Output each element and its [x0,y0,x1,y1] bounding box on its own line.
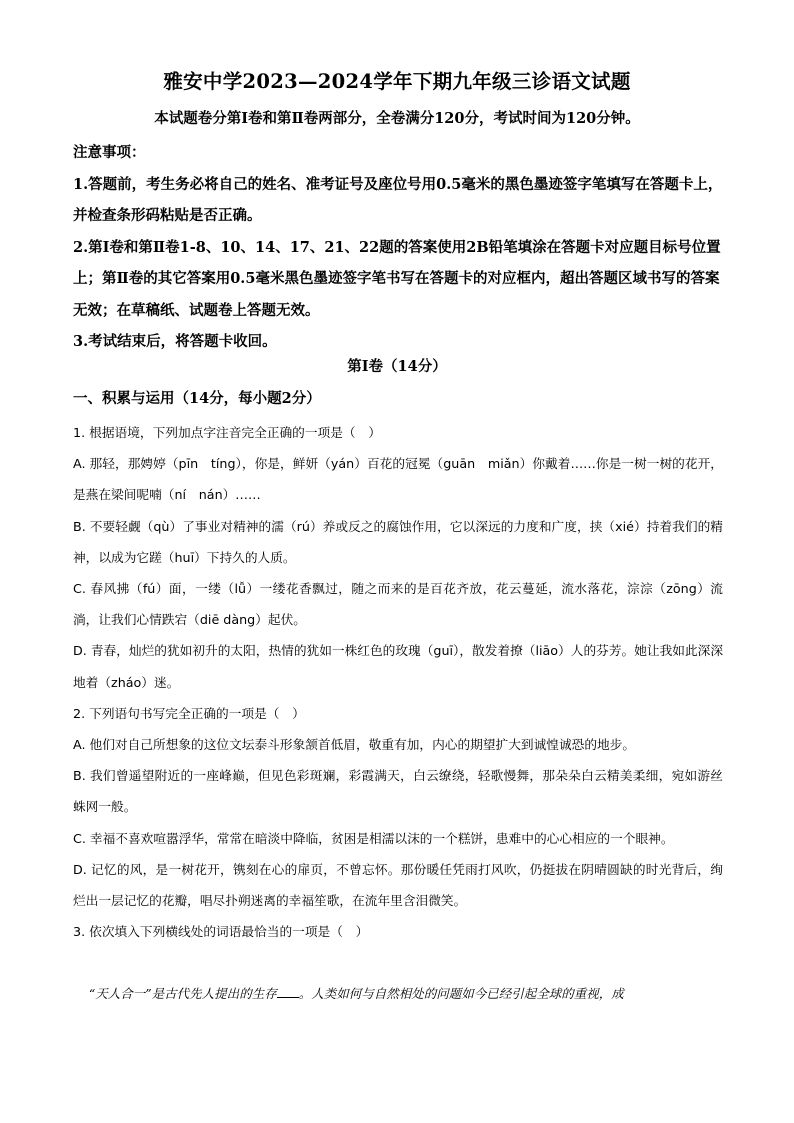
q1-stem: 1. 根据语境，下列加点字注音完全正确的一项是（ ） [73,425,381,440]
notes-block [73,137,725,358]
volume-heading: 第Ⅰ卷（14分） [347,358,447,375]
note-item-3: 3.考试结束后，将答题卡收回。 [73,333,277,350]
q2-option-c: C. 幸福不喜欢喧嚣浮华，常常在暗淡中降临，贫困是相濡以沫的一个糕饼，患难中的心心相应的一个眼神。 [73,830,674,846]
exam-title: 雅安中学2023—2024学年下期九年级三诊语文试题 [163,70,631,93]
q1-option-d: D. 青春，灿烂的犹如初升的太阳，热情的犹如一株红色的玫瑰（guī），散发着撩（liāo）人的芬芳。她让我如此深深地着（zháo）迷。 [73,643,724,690]
questions-block [73,417,723,947]
q2-option-b: B. 我们曾遥望附近的一座峰巅，但见色彩斑斓，彩霞满天，白云缭绕，轻歌慢舞，那朵朵白云精美柔细，宛如游丝蛛网一般。 [73,768,723,815]
q2-stem: 2. 下列语句书写完全正确的一项是（ ） [73,705,305,721]
q3-passage-end: 。人类如何与自然相处的问题如今已经引起全球的重视，成 [298,986,624,1001]
q3-passage-start: “天人合一”是古代先人提出的生存 [88,986,277,1001]
notes-heading: 注意事项： [73,144,146,161]
fill-blank[interactable] [277,986,299,998]
note-item-2: 2.第Ⅰ卷和第Ⅱ卷1-8、10、14、17、21、22题的答案使用2B铅笔填涂在答题卡对应题目标号位置上；第Ⅱ卷的其它答案用0.5毫米黑色墨迹签字笔书写在答题卡的对应框内，超出答题区域书写的答案无效；在草稿纸、试题卷上答题无效。 [73,238,721,319]
q1-option-c: C. 春风拂（fú）面，一缕（lǚ）一缕花香飘过，随之而来的是百花齐放，花云蔓延，流水落花，淙淙（zōng）流淌，让我们心情跌宕（diē dàng）起伏。 [73,581,723,628]
q3-passage [73,982,733,1006]
q1-option-a: A. 那轻，那娉婷（pīn tíng），你是，鲜妍（yán）百花的冠冕（guān miǎn）你戴着……你是一树一树的花开，是燕在梁间呢喃（ní nán）…… [73,456,723,503]
section-heading: 一、积累与运用（14分，每小题2分） [73,390,321,407]
q3-stem: 3. 依次填入下列横线处的词语最恰当的一项是（ ） [73,924,369,940]
q2-option-d: D. 记忆的风，是一树花开，镌刻在心的扉页，不曾忘怀。那份暖任凭雨打风吹，仍挺拔在阴晴圆缺的时光背后，绚烂出一层记忆的花瓣，唱尽扑朔迷离的幸福笙歌，在流年里含泪微笑。 [73,861,723,909]
note-item-1: 1.答题前，考生务必将自己的姓名、准考证号及座位号用0.5毫米的黑色墨迹签字笔填写在答题卡上，并检查条形码粘贴是否正确。 [73,175,723,224]
q1-option-b: B. 不要轻觑（qù）了事业对精神的濡（rú）养或反之的腐蚀作用，它以深远的力度和广度，挟（xié）持着我们的精神，以成为它蹉（huī）下持久的人质。 [73,518,723,565]
exam-subtitle: 本试题卷分第Ⅰ卷和第Ⅱ卷两部分，全卷满分120分，考试时间为120分钟。 [154,110,640,127]
q2-option-a: A. 他们对自己所想象的这位文坛泰斗形象颔首低眉，敬重有加，内心的期望扩大到诚惶诚恐的地步。 [73,737,636,753]
